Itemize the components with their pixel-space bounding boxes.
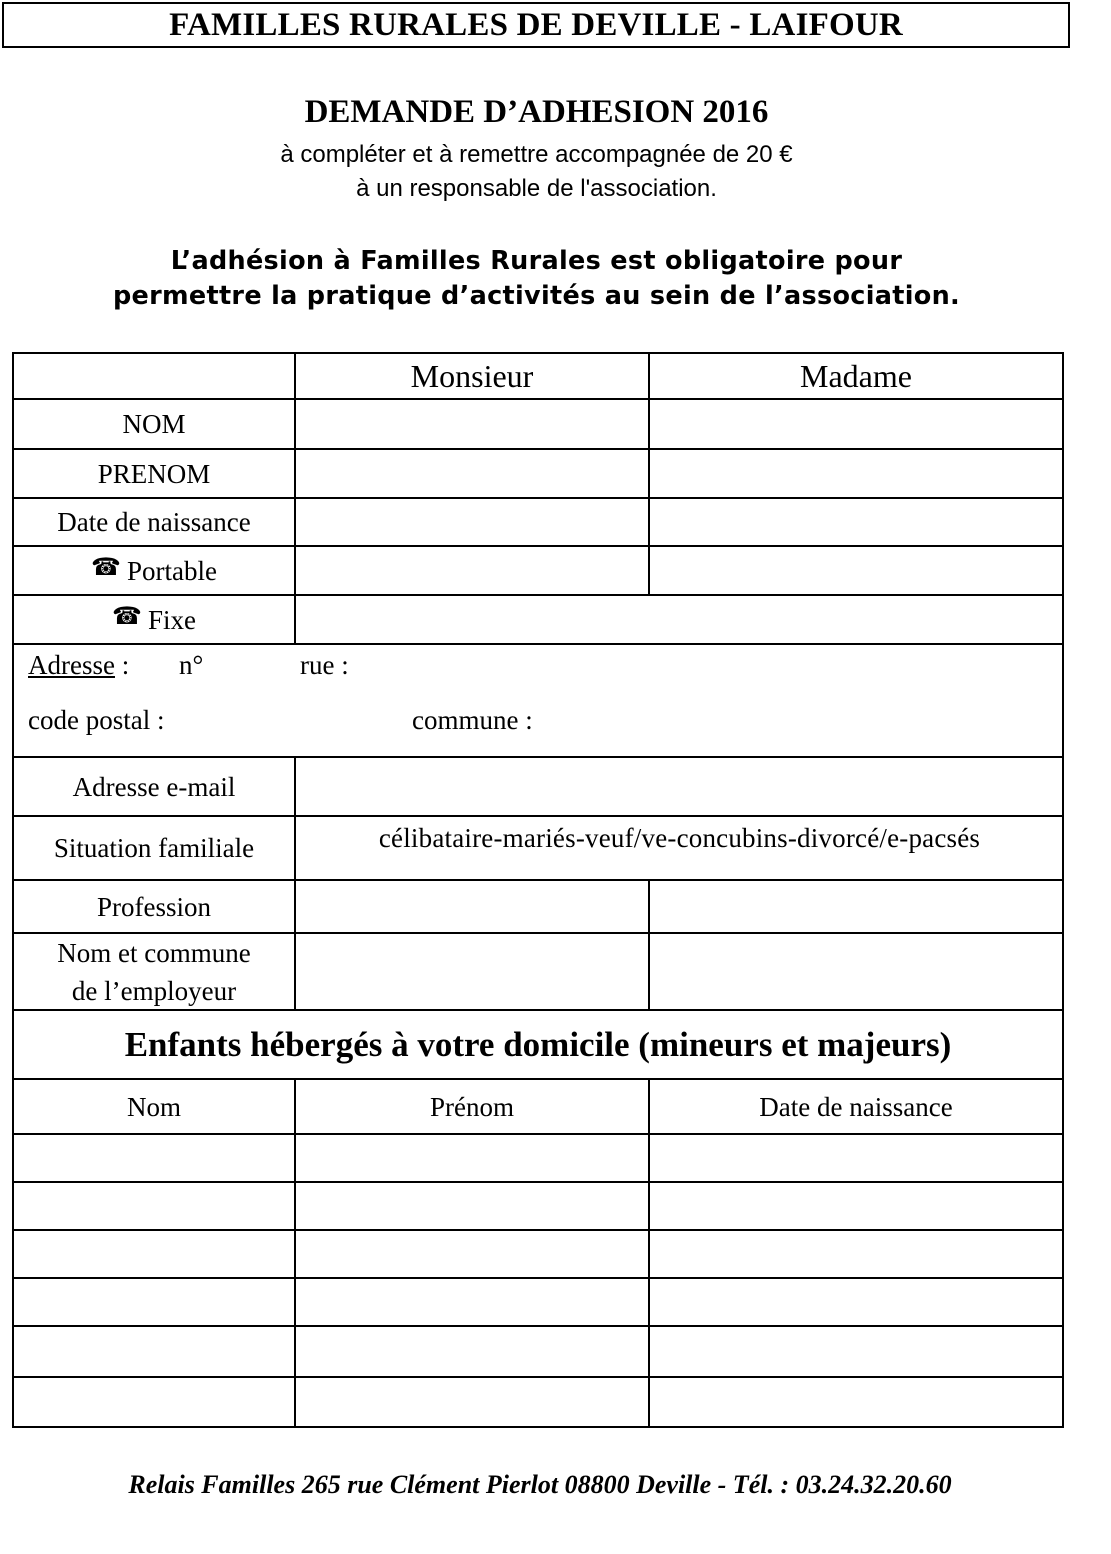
child-3-nom-field[interactable] bbox=[14, 1231, 294, 1277]
child-5-date-field[interactable] bbox=[650, 1327, 1062, 1376]
child-4-nom-field[interactable] bbox=[14, 1279, 294, 1325]
child-3-date-field[interactable] bbox=[650, 1231, 1062, 1277]
address-number-label: n° bbox=[179, 650, 204, 680]
row-label-prenom: PRENOM bbox=[97, 458, 211, 489]
organization-title: FAMILLES RURALES DE DEVILLE - LAIFOUR bbox=[2, 2, 1070, 48]
nom-madame-field[interactable] bbox=[650, 400, 1062, 448]
employeur-label-line-1: Nom et commune bbox=[57, 937, 251, 968]
email-field[interactable] bbox=[296, 758, 1062, 815]
fixe-label: Fixe bbox=[147, 604, 196, 635]
date-naissance-monsieur-field[interactable] bbox=[296, 499, 648, 545]
child-6-prenom-field[interactable] bbox=[296, 1378, 648, 1426]
row-label-fixe bbox=[14, 596, 294, 643]
address-colon: : bbox=[121, 650, 130, 680]
child-2-date-field[interactable] bbox=[650, 1183, 1062, 1229]
subtitle-line-2: à un responsable de l'association. bbox=[356, 175, 717, 202]
row-label-employeur bbox=[14, 934, 294, 1009]
child-5-nom-field[interactable] bbox=[14, 1327, 294, 1376]
row-label-nom: NOM bbox=[122, 409, 186, 439]
nom-monsieur-field[interactable] bbox=[296, 400, 648, 448]
date-naissance-madame-field[interactable] bbox=[650, 499, 1062, 545]
fixe-field[interactable] bbox=[296, 596, 1062, 643]
employeur-label-line-2: de l’employeur bbox=[71, 975, 237, 1006]
children-column-date-naissance: Date de naissance bbox=[759, 1091, 953, 1122]
postal-code-label: code postal : bbox=[28, 705, 165, 735]
children-section-title: Enfants hébergés à votre domicile (mineurs et majeurs) bbox=[124, 1024, 952, 1064]
child-4-prenom-field[interactable] bbox=[296, 1279, 648, 1325]
employeur-monsieur-field[interactable] bbox=[296, 934, 648, 1009]
row-label-portable bbox=[14, 547, 294, 594]
situation-options[interactable]: célibataire-mariés-veuf/ve-concubins-divorcé/e-pacsés bbox=[378, 822, 981, 853]
table-border-right bbox=[1062, 352, 1064, 1428]
address-number-field[interactable] bbox=[214, 650, 296, 686]
commune-field[interactable] bbox=[564, 705, 1054, 741]
row-label-profession: Profession bbox=[97, 891, 211, 922]
address-street-field[interactable] bbox=[364, 650, 1054, 686]
address-block bbox=[14, 645, 1062, 756]
child-2-nom-field[interactable] bbox=[14, 1183, 294, 1229]
notice-line-2: permettre la pratique d’activités au sein de l’association. bbox=[112, 281, 961, 311]
profession-monsieur-field[interactable] bbox=[296, 881, 648, 932]
table-border-bottom bbox=[12, 1426, 1064, 1428]
child-2-prenom-field[interactable] bbox=[296, 1183, 648, 1229]
row-label-date-naissance: Date de naissance bbox=[57, 507, 251, 537]
portable-label: Portable bbox=[126, 555, 217, 586]
column-header-madame: Madame bbox=[800, 358, 912, 394]
child-1-date-field[interactable] bbox=[650, 1135, 1062, 1181]
address-label-group bbox=[28, 650, 129, 681]
subtitle-line-1: à compléter et à remettre accompagnée de 20 € bbox=[280, 141, 793, 168]
employeur-madame-field[interactable] bbox=[650, 934, 1062, 1009]
notice-line-1: L’adhésion à Familles Rurales est obligatoire pour bbox=[170, 246, 903, 276]
prenom-madame-field[interactable] bbox=[650, 450, 1062, 497]
prenom-monsieur-field[interactable] bbox=[296, 450, 648, 497]
child-6-nom-field[interactable] bbox=[14, 1378, 294, 1426]
form-title: DEMANDE D’ADHESION 2016 bbox=[304, 94, 769, 130]
child-1-nom-field[interactable] bbox=[14, 1135, 294, 1181]
portable-monsieur-field[interactable] bbox=[296, 547, 648, 594]
commune-label: commune : bbox=[412, 705, 533, 735]
row-label-situation: Situation familiale bbox=[53, 833, 255, 863]
footer-contact: Relais Familles 265 rue Clément Pierlot 08800 Deville - Tél. : 03.24.32.20.60 bbox=[128, 1470, 952, 1499]
address-street-label: rue : bbox=[300, 650, 349, 680]
column-header-monsieur: Monsieur bbox=[410, 358, 534, 394]
child-5-prenom-field[interactable] bbox=[296, 1327, 648, 1376]
postal-code-field[interactable] bbox=[200, 705, 405, 741]
children-column-nom: Nom bbox=[127, 1091, 181, 1122]
child-3-prenom-field[interactable] bbox=[296, 1231, 648, 1277]
child-1-prenom-field[interactable] bbox=[296, 1135, 648, 1181]
child-4-date-field[interactable] bbox=[650, 1279, 1062, 1325]
address-label: Adresse bbox=[28, 650, 115, 680]
telephone-icon: ☎ bbox=[112, 601, 142, 630]
telephone-icon: ☎ bbox=[91, 552, 121, 581]
children-column-prenom: Prénom bbox=[430, 1091, 514, 1122]
profession-madame-field[interactable] bbox=[650, 881, 1062, 932]
child-6-date-field[interactable] bbox=[650, 1378, 1062, 1426]
row-label-email: Adresse e-mail bbox=[72, 771, 236, 802]
membership-notice bbox=[0, 244, 1073, 314]
portable-madame-field[interactable] bbox=[650, 547, 1062, 594]
